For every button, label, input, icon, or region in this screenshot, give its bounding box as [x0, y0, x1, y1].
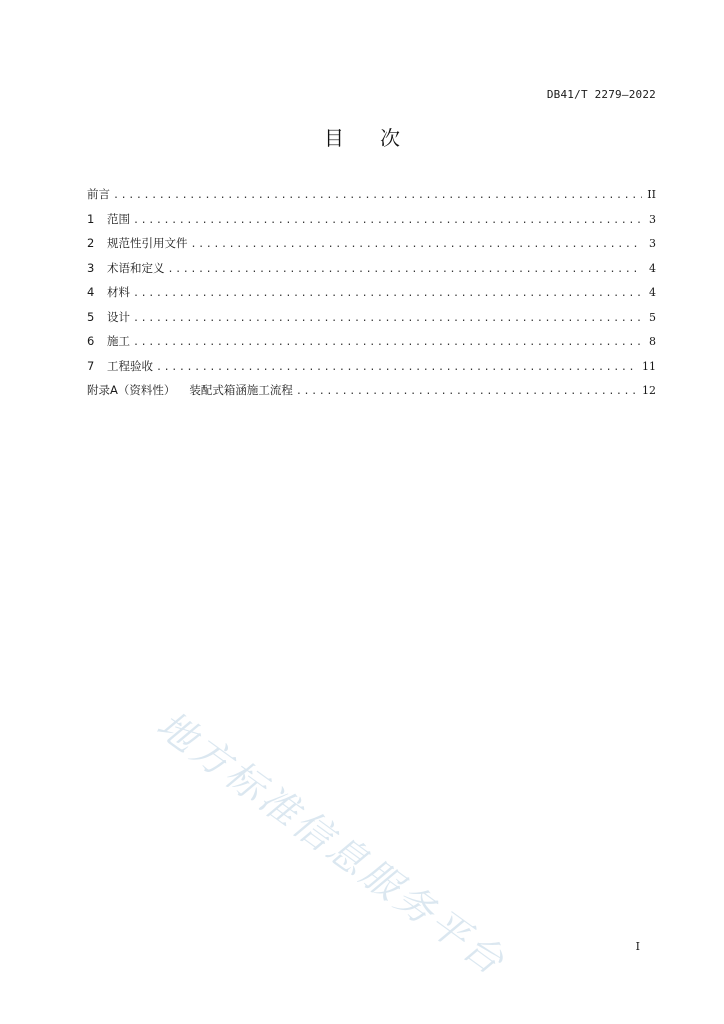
toc-entry-page: 5: [649, 310, 656, 324]
toc-entry-design[interactable]: [87, 309, 656, 334]
toc-leader-dots: [113, 188, 642, 204]
toc-entry-number: 6: [87, 334, 95, 348]
toc-entry-page: 12: [642, 384, 656, 397]
toc-entry-page: II: [647, 188, 656, 201]
toc-entry-foreword[interactable]: [87, 186, 656, 211]
toc-title: 目次: [324, 126, 436, 150]
table-of-contents: [87, 186, 656, 407]
toc-entry-label: 施工: [107, 334, 130, 348]
toc-entry-acceptance[interactable]: [87, 358, 656, 383]
toc-entry-label: 工程验收: [107, 358, 153, 373]
toc-entry-label: 术语和定义: [107, 260, 165, 275]
toc-entry-page: 3: [649, 237, 656, 250]
toc-leader-dots: [133, 213, 642, 229]
toc-entry-page: 8: [649, 335, 656, 348]
toc-entry-label: 设计: [107, 309, 130, 324]
toc-leader-dots: [133, 335, 642, 351]
toc-entry-scope[interactable]: [87, 211, 656, 236]
toc-leader-dots: [133, 286, 642, 302]
page-number: I: [635, 940, 640, 953]
toc-entry-label: 附录A（资料性）: [87, 383, 176, 397]
toc-entry-page: 4: [649, 261, 656, 275]
standard-code: DB41/T 2279—2022: [546, 88, 656, 101]
toc-entry-sublabel: 装配式箱涵施工流程: [189, 383, 293, 397]
toc-entry-normative-references[interactable]: [87, 235, 656, 260]
toc-entry-page: 4: [649, 286, 656, 299]
toc-entry-materials[interactable]: [87, 284, 656, 309]
toc-entry-page: 3: [649, 212, 656, 226]
watermark: 地方标准信息服务平台: [148, 702, 515, 985]
toc-leader-dots: [168, 262, 643, 278]
toc-entry-appendix-a[interactable]: [87, 382, 656, 407]
toc-leader-dots: [133, 311, 642, 327]
toc-entry-label: 材料: [107, 285, 130, 299]
toc-entry-construction[interactable]: [87, 333, 656, 358]
toc-entry-terms-definitions[interactable]: [87, 260, 656, 285]
toc-entry-label: 规范性引用文件: [107, 236, 188, 250]
toc-entry-label: 范围: [107, 211, 130, 226]
toc-entry-page: 11: [642, 359, 656, 373]
toc-entry-number: 2: [87, 236, 95, 250]
toc-entry-number: 7: [87, 358, 95, 373]
toc-leader-dots: [156, 360, 638, 376]
toc-entry-number: 4: [87, 285, 95, 299]
toc-entry-number: 1: [87, 211, 95, 226]
toc-entry-number: 5: [87, 309, 95, 324]
toc-entry-number: 3: [87, 260, 95, 275]
toc-leader-dots: [191, 237, 643, 253]
toc-entry-label: 前言: [87, 187, 110, 201]
toc-leader-dots: [296, 384, 638, 400]
